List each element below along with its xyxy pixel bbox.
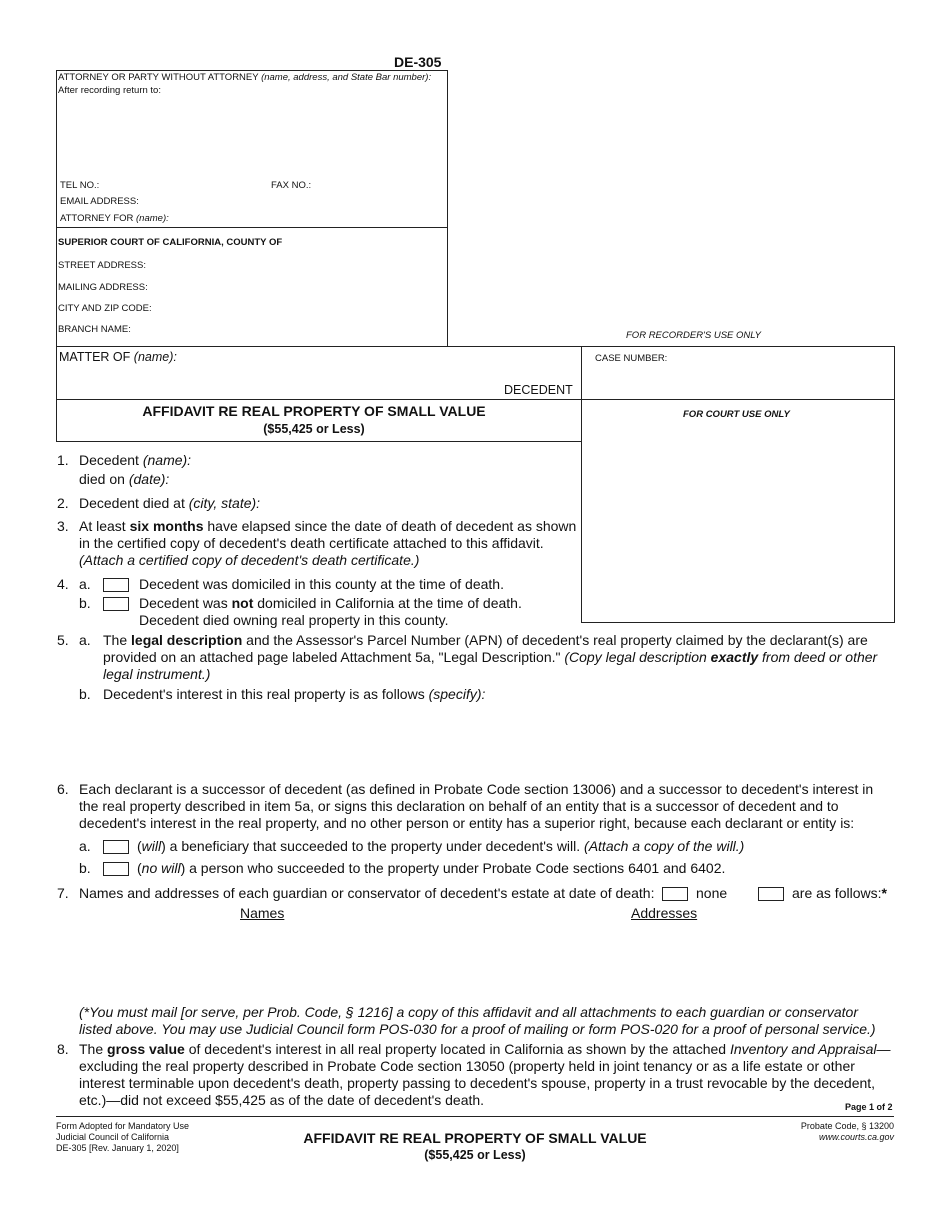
item-4a-text: Decedent was domiciled in this county at the time of death.	[139, 576, 504, 592]
item-4b-text: Decedent was not domiciled in California at the time of death. Decedent died owning real property in this county.	[139, 595, 522, 628]
matter-right-line	[894, 346, 895, 623]
mailing-address-label: MAILING ADDRESS:	[58, 282, 148, 293]
matter-top-line	[56, 346, 894, 347]
footer-title: AFFIDAVIT RE REAL PROPERTY OF SMALL VALUE	[303, 1130, 647, 1146]
matter-of-field[interactable]: MATTER OF (name):	[59, 350, 177, 364]
item-1-died-on[interactable]: died on (date):	[79, 471, 170, 487]
item-7-none-label: none	[696, 885, 728, 901]
court-use-bottom-line	[581, 622, 894, 623]
tel-label: TEL NO.:	[60, 180, 100, 191]
item-8-text: The gross value of decedent's interest in all real property located in California as shown by the attached Inventory and Appraisal— excluding the real property described in Probate Code section 13050 (property held in joint tenancy or as a life estate or other interest terminable upon decedent's death, property passing to decedent's spouse, property in a trust revocable by the decedent, etc.)—did not exceed $55,425 as of the date of decedent's death.	[79, 1041, 891, 1108]
item-6b-letter: b.	[79, 860, 91, 876]
branch-name-label: BRANCH NAME:	[58, 324, 131, 335]
item-5-number: 5.	[57, 632, 69, 648]
page-indicator: Page 1 of 2	[845, 1102, 893, 1112]
attorney-box[interactable]	[58, 72, 446, 227]
item-7-text: Names and addresses of each guardian or conservator of decedent's estate at date of death:	[79, 885, 655, 901]
attorney-label: ATTORNEY OR PARTY WITHOUT ATTORNEY (name, address, and State Bar number):	[58, 72, 432, 83]
attorney-for-label: ATTORNEY FOR (name):	[60, 213, 169, 224]
footer-right: Probate Code, § 13200 www.courts.ca.gov	[700, 1121, 894, 1143]
item-2-number: 2.	[57, 495, 69, 511]
guardian-entry-area[interactable]	[79, 925, 894, 1000]
item-1-number: 1.	[57, 452, 69, 468]
item-7-follows-label: are as follows:*	[792, 885, 887, 901]
item-6b-checkbox[interactable]	[103, 862, 129, 876]
item-5a-text: The legal description and the Assessor's Parcel Number (APN) of decedent's real property claimed by the declarant(s) are provided on an attached page labeled Attachment 5a, "Legal Description." (Copy legal description exactly from deed or other legal instrument.)	[103, 632, 878, 682]
item-8-number: 8.	[57, 1041, 69, 1057]
right-border	[447, 70, 448, 346]
court-title: SUPERIOR COURT OF CALIFORNIA, COUNTY OF	[58, 237, 283, 248]
matter-mid-line	[581, 346, 582, 623]
after-recording-label: After recording return to:	[58, 85, 161, 96]
item-6a-letter: a.	[79, 838, 91, 854]
footer-rule	[56, 1116, 894, 1117]
email-label: EMAIL ADDRESS:	[60, 196, 139, 207]
top-border	[56, 70, 447, 71]
item-6b-text: (no will) a person who succeeded to the property under Probate Code sections 6401 and 6402.	[137, 860, 726, 876]
item-4b-checkbox[interactable]	[103, 597, 129, 611]
item-3-number: 3.	[57, 518, 69, 534]
item-5b-interest-field[interactable]: Decedent's interest in this real property is as follows (specify):	[103, 686, 486, 702]
street-address-label: STREET ADDRESS:	[58, 260, 146, 271]
item-7-none-checkbox[interactable]	[662, 887, 688, 901]
fax-label: FAX NO.:	[271, 180, 312, 191]
item-6-text: Each declarant is a successor of decedent (as defined in Probate Code section 13006) and a successor to decedent's interest in the real property described in item 5a, or signs this declaration on behalf of an entity that is a successor of decedent and to decedent's interest in the real property, and no other person or entity has a superior right, because each declarant or entity is:	[79, 781, 874, 831]
recorders-use-label: FOR RECORDER'S USE ONLY	[626, 330, 762, 341]
court-box[interactable]	[58, 229, 446, 345]
item-4a-letter: a.	[79, 576, 91, 592]
mailing-note: (*You must mail [or serve, per Prob. Code, § 1216] a copy of this affidavit and all attachments to each guardian or conservator listed above. You may use Judicial Council form POS-030 for a proof of mailing or form POS-020 for a proof of personal service.)	[79, 1004, 876, 1037]
item-6a-checkbox[interactable]	[103, 840, 129, 854]
names-column-header: Names	[240, 905, 285, 921]
title-bottom-line	[56, 441, 581, 442]
addresses-column-header: Addresses	[631, 905, 698, 921]
item-6a-text: (will) a beneficiary that succeeded to the property under decedent's will. (Attach a copy of the will.)	[137, 838, 745, 854]
footer-left: Form Adopted for Mandatory Use Judicial Council of California DE-305 [Rev. January 1, 2020]	[56, 1121, 190, 1153]
item-4-number: 4.	[57, 576, 69, 592]
item-7-follows-checkbox[interactable]	[758, 887, 784, 901]
courts-website-link[interactable]: www.courts.ca.gov	[818, 1132, 894, 1142]
item-1-decedent-name[interactable]: Decedent (name):	[79, 452, 192, 468]
item-4b-letter: b.	[79, 595, 91, 611]
item-7-number: 7.	[57, 885, 69, 901]
divider-attorney-court	[56, 227, 447, 228]
form-title: AFFIDAVIT RE REAL PROPERTY OF SMALL VALUE	[142, 403, 486, 419]
left-border	[56, 70, 57, 346]
item-4a-checkbox[interactable]	[103, 578, 129, 592]
matter-divider-line	[56, 399, 894, 400]
footer-subtitle: ($55,425 or Less)	[424, 1148, 526, 1162]
city-zip-label: CITY AND ZIP CODE:	[58, 303, 152, 314]
form-number: DE-305	[394, 54, 442, 70]
decedent-label: DECEDENT	[504, 383, 573, 397]
item-3-text: At least six months have elapsed since the date of death of decedent as shown in the certified copy of decedent's death certificate attached to this affidavit. (Attach a certified copy of decedent's death certificate.)	[79, 518, 577, 568]
item-2-died-at[interactable]: Decedent died at (city, state):	[79, 495, 261, 511]
court-use-label: FOR COURT USE ONLY	[683, 409, 790, 420]
item-6-number: 6.	[57, 781, 69, 797]
item-5b-letter: b.	[79, 686, 91, 702]
item-5a-letter: a.	[79, 632, 91, 648]
form-subtitle: ($55,425 or Less)	[263, 422, 365, 436]
case-number-field[interactable]: CASE NUMBER:	[595, 353, 668, 364]
